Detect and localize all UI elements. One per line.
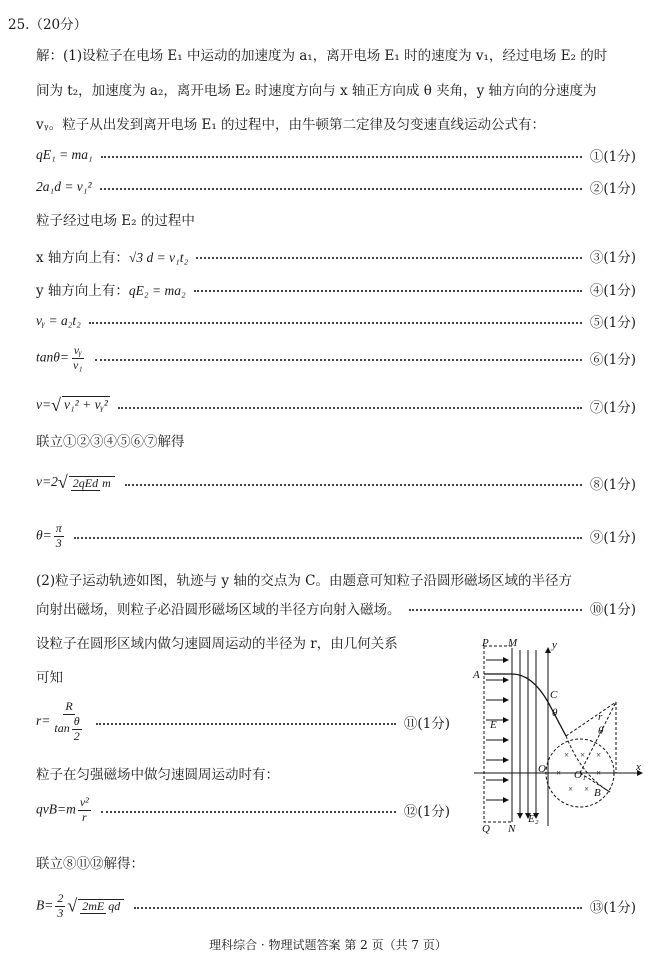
- fraction-denominator: 3: [55, 535, 62, 550]
- part2-line-2-text: 向射出磁场，则粒子必沿圆形磁场区域的半径方向射入磁场。: [36, 602, 401, 618]
- radical-sign: √: [51, 395, 61, 415]
- equation-6-lhs: tanθ=: [36, 349, 69, 365]
- fraction: [54, 522, 64, 551]
- fraction: [78, 796, 91, 825]
- equation-5-text: vᵧ = a₂t₂: [36, 313, 81, 328]
- equation-4: [36, 279, 636, 299]
- tan-label: tan: [54, 720, 70, 735]
- combine-line-1: 联立①②③④⑤⑥⑦解得: [36, 434, 185, 450]
- leader-dots: [96, 723, 396, 725]
- leader-dots: [196, 257, 582, 259]
- equation-8-lhs: v=2: [36, 474, 58, 489]
- label-o: O: [538, 763, 546, 775]
- equation-13: [36, 892, 636, 921]
- label-x: x: [636, 761, 641, 773]
- field-e1-region: [484, 646, 512, 822]
- equation-4-text: qE₂ = ma₂: [128, 283, 186, 298]
- leader-dots: [95, 359, 582, 361]
- leader-dots: [101, 156, 582, 158]
- fraction-numerator: π: [55, 521, 62, 535]
- leader-dots: [409, 609, 582, 611]
- label-c: C: [550, 689, 558, 701]
- fraction: [71, 344, 85, 373]
- intro-line-2: 间为 t₂，加速度为 a₂，离开电场 E₂ 时速度方向与 x 轴正方向成 θ 夹角，y 轴方向的分速度为: [36, 83, 597, 99]
- label-r: r: [598, 711, 603, 723]
- equation-3-prefix: x 轴方向上有：: [36, 250, 129, 266]
- score-mark-9: ⑨(1分): [589, 530, 636, 547]
- label-theta-1: θ: [552, 707, 558, 719]
- equation-11: [36, 700, 450, 743]
- radical-sign: √: [67, 895, 78, 916]
- equation-13-lhs: B=: [36, 897, 54, 913]
- svg-text:×: ×: [556, 768, 562, 778]
- score-mark-7: ⑦(1分): [589, 399, 636, 416]
- equation-3: [36, 246, 636, 266]
- radical-sign: √: [57, 472, 68, 492]
- label-e: E: [490, 719, 497, 731]
- label-n: N: [508, 823, 516, 835]
- fraction-denominator: m: [102, 475, 111, 490]
- equation-7-lhs: v=: [36, 397, 52, 412]
- score-mark-1: ①(1分): [589, 149, 636, 165]
- fraction-numerator: v²: [79, 795, 89, 809]
- inner-fraction: [72, 715, 82, 744]
- leader-dots: [194, 290, 582, 292]
- score-mark-4: ④(1分): [589, 283, 636, 299]
- equation-9-lhs: θ=: [36, 527, 52, 543]
- radicand-fraction: [69, 476, 115, 491]
- fraction-denominator: v₁: [73, 357, 83, 372]
- label-b: B: [594, 787, 601, 799]
- svg-text:×: ×: [584, 784, 590, 794]
- equation-12: [36, 796, 450, 825]
- radicand-fraction: [78, 899, 124, 914]
- equation-6: [36, 344, 636, 373]
- score-mark-3: ③(1分): [589, 250, 636, 266]
- trajectory-figure: [470, 636, 650, 836]
- leader-dots: [74, 537, 582, 539]
- leader-dots: [100, 188, 582, 190]
- equation-2-text: 2a₁d = v₁²: [36, 179, 92, 194]
- leader-dots: [89, 322, 582, 324]
- svg-text:×: ×: [596, 750, 602, 760]
- equation-12-lhs: qvB=m: [36, 801, 76, 817]
- label-q: Q: [482, 823, 490, 835]
- circular-motion-line: 粒子在匀强磁场中做匀速圆周运动时有：: [36, 767, 279, 783]
- svg-text:×: ×: [568, 784, 574, 794]
- equation-11-lhs: r=: [36, 712, 51, 728]
- leader-dots: [118, 407, 582, 409]
- score-mark-2: ②(1分): [589, 181, 636, 197]
- fraction-denominator: r: [81, 809, 87, 824]
- fraction: [52, 700, 85, 743]
- score-mark-13: ⑬(1分): [589, 900, 636, 917]
- fraction-denominator: [52, 715, 85, 744]
- coefficient-fraction: [55, 892, 65, 921]
- fraction-numerator: vᵧ: [73, 343, 82, 357]
- label-a: A: [473, 669, 480, 681]
- equation-1-text: qE₁ = ma₁: [36, 147, 93, 162]
- process-e2-heading: 粒子经过电场 E₂ 的过程中: [36, 213, 195, 229]
- fraction-denominator: qd: [108, 898, 121, 913]
- equation-1: [36, 145, 636, 165]
- fraction-numerator: 2mE: [82, 898, 105, 913]
- equation-9: [36, 522, 636, 551]
- inner-denominator: 2: [73, 728, 80, 743]
- fraction-numerator: 2qEd: [72, 475, 99, 490]
- radius-line-2: 可知: [36, 670, 63, 686]
- score-mark-10: ⑩(1分): [589, 602, 636, 618]
- equation-5: [36, 311, 636, 331]
- svg-text:×: ×: [564, 750, 570, 760]
- label-m: M: [508, 637, 518, 649]
- radius-line-1: 设粒子在圆形区域内做匀速圆周运动的半径为 r，由几何关系: [36, 636, 398, 652]
- coef-denominator: 3: [57, 905, 64, 920]
- leader-dots: [125, 484, 582, 486]
- inner-numerator: θ: [73, 713, 80, 728]
- svg-text:×: ×: [596, 768, 602, 778]
- coef-numerator: 2: [57, 891, 64, 905]
- intro-line-1: 解：(1)设粒子在电场 E₁ 中运动的加速度为 a₁，离开电场 E₁ 时的速度为 v₁，经过电场 E₂ 的时: [36, 48, 608, 64]
- equation-4-prefix: y 轴方向上有：: [36, 283, 129, 299]
- score-mark-5: ⑤(1分): [589, 315, 636, 331]
- score-mark-6: ⑥(1分): [589, 352, 636, 369]
- score-mark-12: ⑫(1分): [403, 804, 450, 821]
- label-y: y: [552, 639, 557, 651]
- intro-line-3: vᵧ。粒子从出发到离开电场 E₁ 的过程中，由牛顿第二定律及匀变速直线运动公式有：: [36, 117, 546, 133]
- equation-2: [36, 177, 636, 197]
- label-e2: E₂: [528, 813, 539, 825]
- svg-text:×: ×: [580, 750, 586, 760]
- part2-line-1: (2)粒子运动轨迹如图，轨迹与 y 轴的交点为 C。由题意可知粒子沿圆形磁场区域的半径方: [36, 573, 572, 589]
- label-theta-2: θ: [598, 725, 604, 737]
- label-p: P: [482, 637, 489, 649]
- equation-8: [36, 472, 636, 493]
- score-mark-8: ⑧(1分): [589, 476, 636, 493]
- part2-line-2: [36, 598, 636, 618]
- page-footer: 理科综合 · 物理试题答案 第 2 页（共 7 页）: [209, 938, 447, 952]
- leader-dots: [101, 811, 396, 813]
- score-mark-11: ⑪(1分): [403, 715, 450, 732]
- equation-3-text: √3 d = v₁t₂: [128, 250, 189, 265]
- label-o1: O₁: [574, 769, 586, 781]
- radicand: v₁² + vᵧ²: [64, 397, 108, 412]
- leader-dots: [134, 907, 582, 909]
- problem-header: 25.（20分）: [8, 17, 88, 33]
- equation-7: [36, 395, 636, 416]
- fraction-numerator: R: [65, 699, 73, 713]
- combine-line-2: 联立⑧⑪⑫解得：: [36, 856, 144, 872]
